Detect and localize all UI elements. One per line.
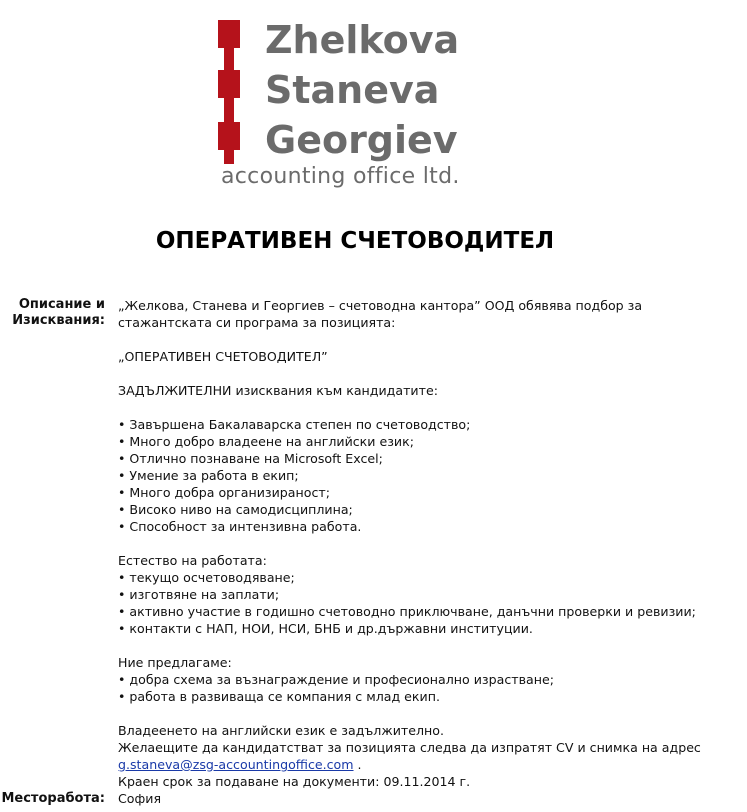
logo-square-top — [218, 20, 240, 48]
email-line — [118, 756, 738, 773]
description-content — [118, 297, 738, 790]
list-item: • контакти с НАП, НОИ, НСИ, БНБ и др.държавни институции. — [118, 621, 533, 636]
nature-heading: Естество на работата: — [118, 553, 267, 568]
list-item: • Умение за работа в екип; — [118, 468, 299, 483]
logo-square-middle — [218, 70, 240, 98]
nature-list — [118, 569, 738, 637]
list-item: • текущо осчетоводяване; — [118, 570, 295, 585]
offer-list — [118, 671, 738, 705]
list-item: • активно участие в годишно счетоводно приключване, данъчни проверки и ревизии; — [118, 604, 696, 619]
list-item: • изготвяне на заплати; — [118, 587, 280, 602]
offer-heading: Ние предлагаме: — [118, 655, 232, 670]
position-text: „ОПЕРАТИВЕН СЧЕТОВОДИТЕЛ” — [118, 349, 328, 364]
list-item: • Много добра организираност; — [118, 485, 330, 500]
english-note: Владеенето на английски език е задължително. — [118, 723, 444, 738]
company-logo — [218, 14, 508, 194]
list-item: • Много добро владеене на английски език; — [118, 434, 414, 449]
deadline-text: Краен срок за подаване на документи: 09.11.2014 г. — [118, 774, 471, 789]
email-link[interactable]: g.staneva@zsg-accountingoffice.com — [118, 757, 354, 772]
list-item: • Високо ниво на самодисциплина; — [118, 502, 353, 517]
logo-tagline: accounting office ltd. — [221, 164, 460, 189]
requirements-heading: ЗАДЪЛЖИТЕЛНИ изисквания към кандидатите: — [118, 383, 438, 398]
logo-word-zhelkova: Zhelkova — [265, 18, 460, 62]
list-item: • работа в развиваща се компания с млад екип. — [118, 689, 440, 704]
description-label-line1: Описание и — [18, 297, 105, 312]
apply-text: Желаещите да кандидатстват за позицията следва да изпратят CV и снимка на адрес — [118, 740, 701, 755]
requirements-list — [118, 416, 738, 535]
page-title: ОПЕРАТИВЕН СЧЕТОВОДИТЕЛ — [155, 228, 555, 254]
description-label — [12, 297, 105, 329]
intro-text: „Желкова, Станева и Георгиев – счетоводна кантора” ООД обявява подбор за стажантската си програма за позицията: — [118, 298, 643, 330]
list-item: • Способност за интензивна работа. — [118, 519, 362, 534]
logo-square-bottom — [218, 122, 240, 150]
list-item: • добра схема за възнаграждение и професионално израстване; — [118, 672, 554, 687]
logo-word-staneva: Staneva — [265, 68, 440, 112]
list-item: • Завършена Бакалаварска степен по счетоводство; — [118, 417, 471, 432]
logo-word-georgiev: Georgiev — [265, 118, 458, 162]
description-label-line2: Изисквания: — [12, 313, 105, 328]
location-value: София — [118, 791, 162, 806]
location-label: Месторабота: — [1, 791, 105, 806]
email-suffix: . — [353, 757, 362, 772]
list-item: • Отлично познаване на Microsoft Excel; — [118, 451, 383, 466]
